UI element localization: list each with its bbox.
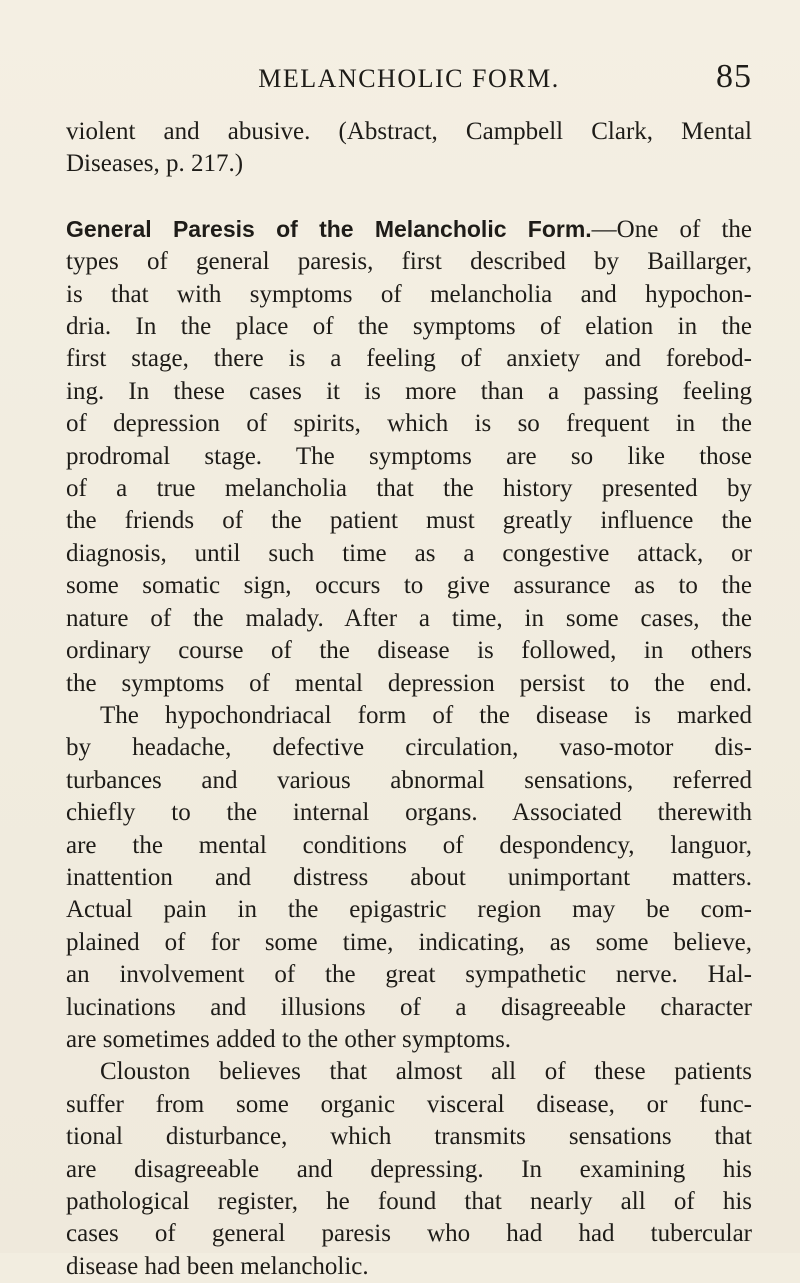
text-line: plained of for some time, indicating, as some believe,	[66, 928, 752, 956]
paragraph-hypochondriacal	[66, 700, 752, 1056]
text-line: prodromal stage. The symptoms are so like those	[66, 442, 752, 470]
text-line: chiefly to the internal organs. Associated therewith	[66, 799, 752, 827]
text-line: pathological register, he found that nearly all of his	[66, 1188, 752, 1215]
text-line: Actual pain in the epigastric region may be com-	[66, 896, 752, 924]
text-line: the friends of the patient must greatly influence the	[66, 507, 752, 535]
running-head	[66, 58, 752, 102]
text-line: first stage, there is a feeling of anxiety and forebod-	[66, 345, 752, 373]
text-line: are disagreeable and depressing. In examining his	[66, 1155, 752, 1183]
section-heading: General Paresis of the Melancholic Form.	[66, 215, 592, 242]
text-line: turbances and various abnormal sensations, referred	[66, 766, 752, 794]
paragraph-continued	[66, 116, 752, 181]
text-line: The hypochondriacal form of the disease is marked	[100, 701, 752, 729]
text-line: lucinations and illusions of a disagreeable character	[66, 993, 752, 1021]
text-line: inattention and distress about unimportant matters.	[66, 863, 752, 891]
text-line: disease had been melancholic.	[66, 1252, 369, 1280]
text-line: ing. In these cases it is more than a passing feeling	[66, 377, 752, 405]
section-general-paresis	[66, 213, 752, 700]
text-line: are the mental conditions of despondency, languor,	[66, 831, 752, 859]
text-line: the symptoms of mental depression persist to the end.	[66, 669, 752, 697]
paragraph-clouston	[66, 1056, 752, 1283]
running-title: MELANCHOLIC FORM.	[258, 64, 560, 93]
text-line: tional disturbance, which transmits sensations that	[66, 1123, 752, 1151]
text-line: dria. In the place of the symptoms of elation in the	[66, 313, 752, 341]
text-line: of depression of spirits, which is so frequent in the	[66, 410, 752, 438]
page-number: 85	[716, 58, 752, 95]
text-line: Clouston believes that almost all of these patients	[100, 1058, 752, 1086]
text-line	[66, 213, 752, 246]
text-line: are sometimes added to the other symptoms.	[66, 1025, 512, 1053]
text-line: suffer from some organic visceral disease, or func-	[66, 1090, 752, 1118]
text-line: an involvement of the great sympathetic nerve. Hal-	[66, 961, 752, 989]
text-line: diagnosis, until such time as a congestive attack, or	[66, 539, 752, 567]
text-line: by headache, defective circulation, vaso-motor dis-	[66, 734, 752, 762]
text-line: ordinary course of the disease is followed, in others	[66, 637, 752, 665]
text-line: of a true melancholia that the history presented by	[66, 475, 752, 503]
body-text	[66, 116, 752, 1283]
heading-continuation: —One of the	[591, 215, 752, 243]
text-line: Diseases, p. 217.)	[66, 150, 244, 178]
text-line: types of general paresis, first described by Baillarger,	[66, 248, 752, 276]
paragraph-gap	[66, 181, 752, 213]
text-line: cases of general paresis who had had tubercular	[66, 1220, 752, 1248]
text-line: is that with symptoms of melancholia and hypochon-	[66, 280, 752, 308]
text-line: some somatic sign, occurs to give assurance as to the	[66, 572, 752, 600]
text-line: nature of the malady. After a time, in some cases, the	[66, 604, 752, 632]
text-line: violent and abusive. (Abstract, Campbell Clark, Mental	[66, 118, 752, 145]
